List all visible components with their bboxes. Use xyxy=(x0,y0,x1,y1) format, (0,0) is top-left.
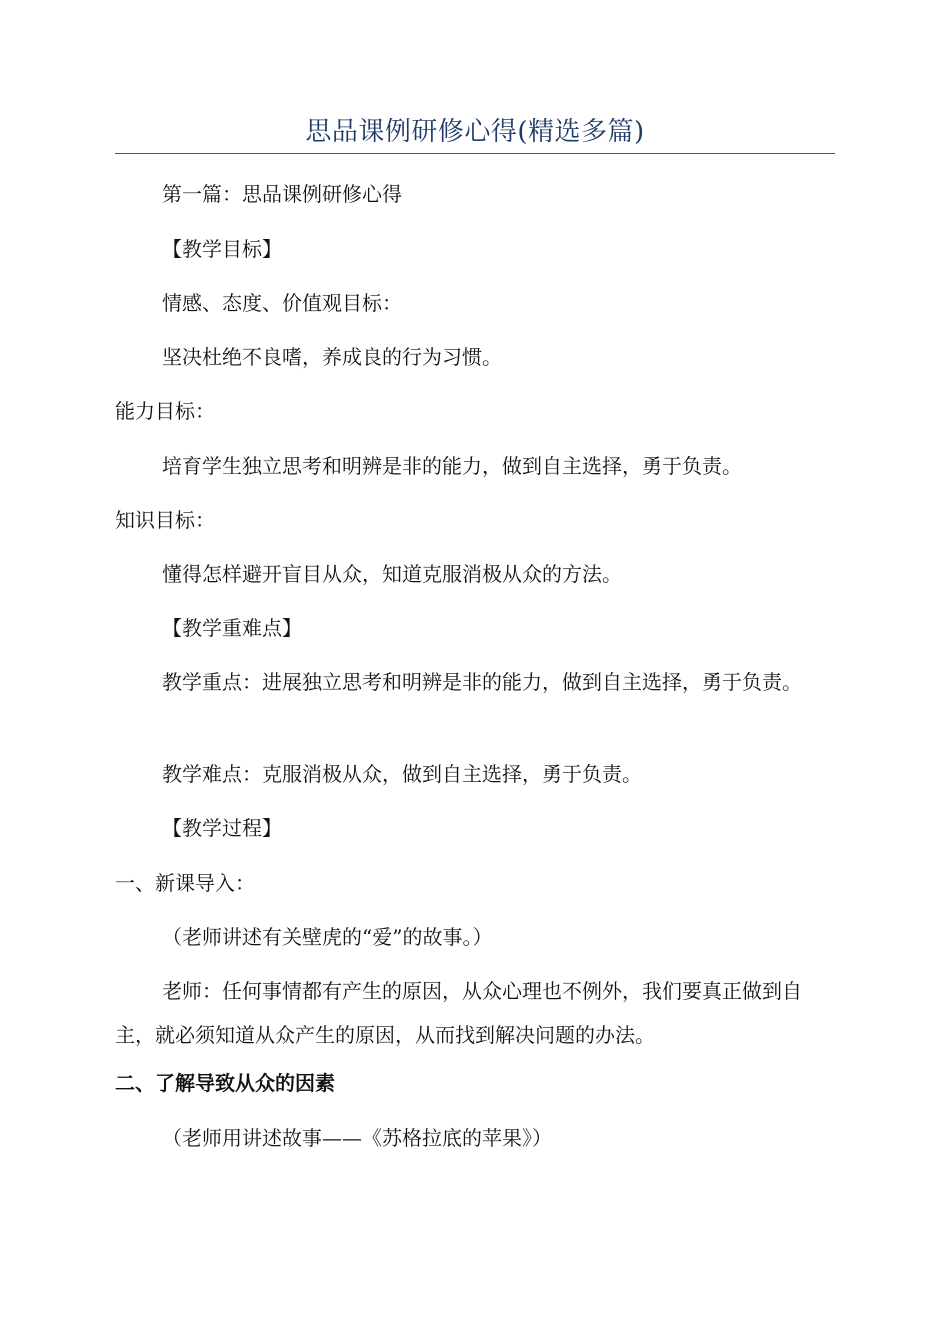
goal-ability-label: 能力目标： xyxy=(115,399,215,423)
goal-emotion-text: 坚决杜绝不良嗜，养成良的行为习惯。 xyxy=(162,345,502,369)
heading-teaching-process: 【教学过程】 xyxy=(162,816,282,840)
step-one-heading: 一、新课导入： xyxy=(115,871,255,895)
heading-teaching-goals: 【教学目标】 xyxy=(162,237,282,261)
section-heading-first-article: 第一篇：思品课例研修心得 xyxy=(162,182,402,206)
goal-emotion-label: 情感、态度、价值观目标： xyxy=(162,291,402,315)
teacher-remark: 老师：任何事情都有产生的原因，从众心理也不例外，我们要真正做到自主，就必须知道从众产生的原因，从而找到解决问题的办法。 xyxy=(115,979,802,1047)
step-two-heading: 二、了解导致从众的因素 xyxy=(115,1071,335,1095)
heading-key-difficult-points: 【教学重难点】 xyxy=(162,616,302,640)
title-underline xyxy=(115,153,835,154)
key-point-text: 教学重点：进展独立思考和明辨是非的能力，做到自主选择，勇于负责。 xyxy=(162,670,802,694)
document-title: 思品课例研修心得(精选多篇) xyxy=(305,117,645,147)
goal-knowledge-label: 知识目标： xyxy=(115,508,215,532)
difficult-point-text: 教学难点：克服消极从众，做到自主选择，勇于负责。 xyxy=(162,762,642,786)
step-two-note: （老师用讲述故事——《苏格拉底的苹果》） xyxy=(162,1126,552,1150)
step-one-note: （老师讲述有关壁虎的“爱”的故事。） xyxy=(162,925,493,949)
goal-ability-text: 培育学生独立思考和明辨是非的能力，做到自主选择，勇于负责。 xyxy=(162,454,742,478)
goal-knowledge-text: 懂得怎样避开盲目从众，知道克服消极从众的方法。 xyxy=(162,562,622,586)
